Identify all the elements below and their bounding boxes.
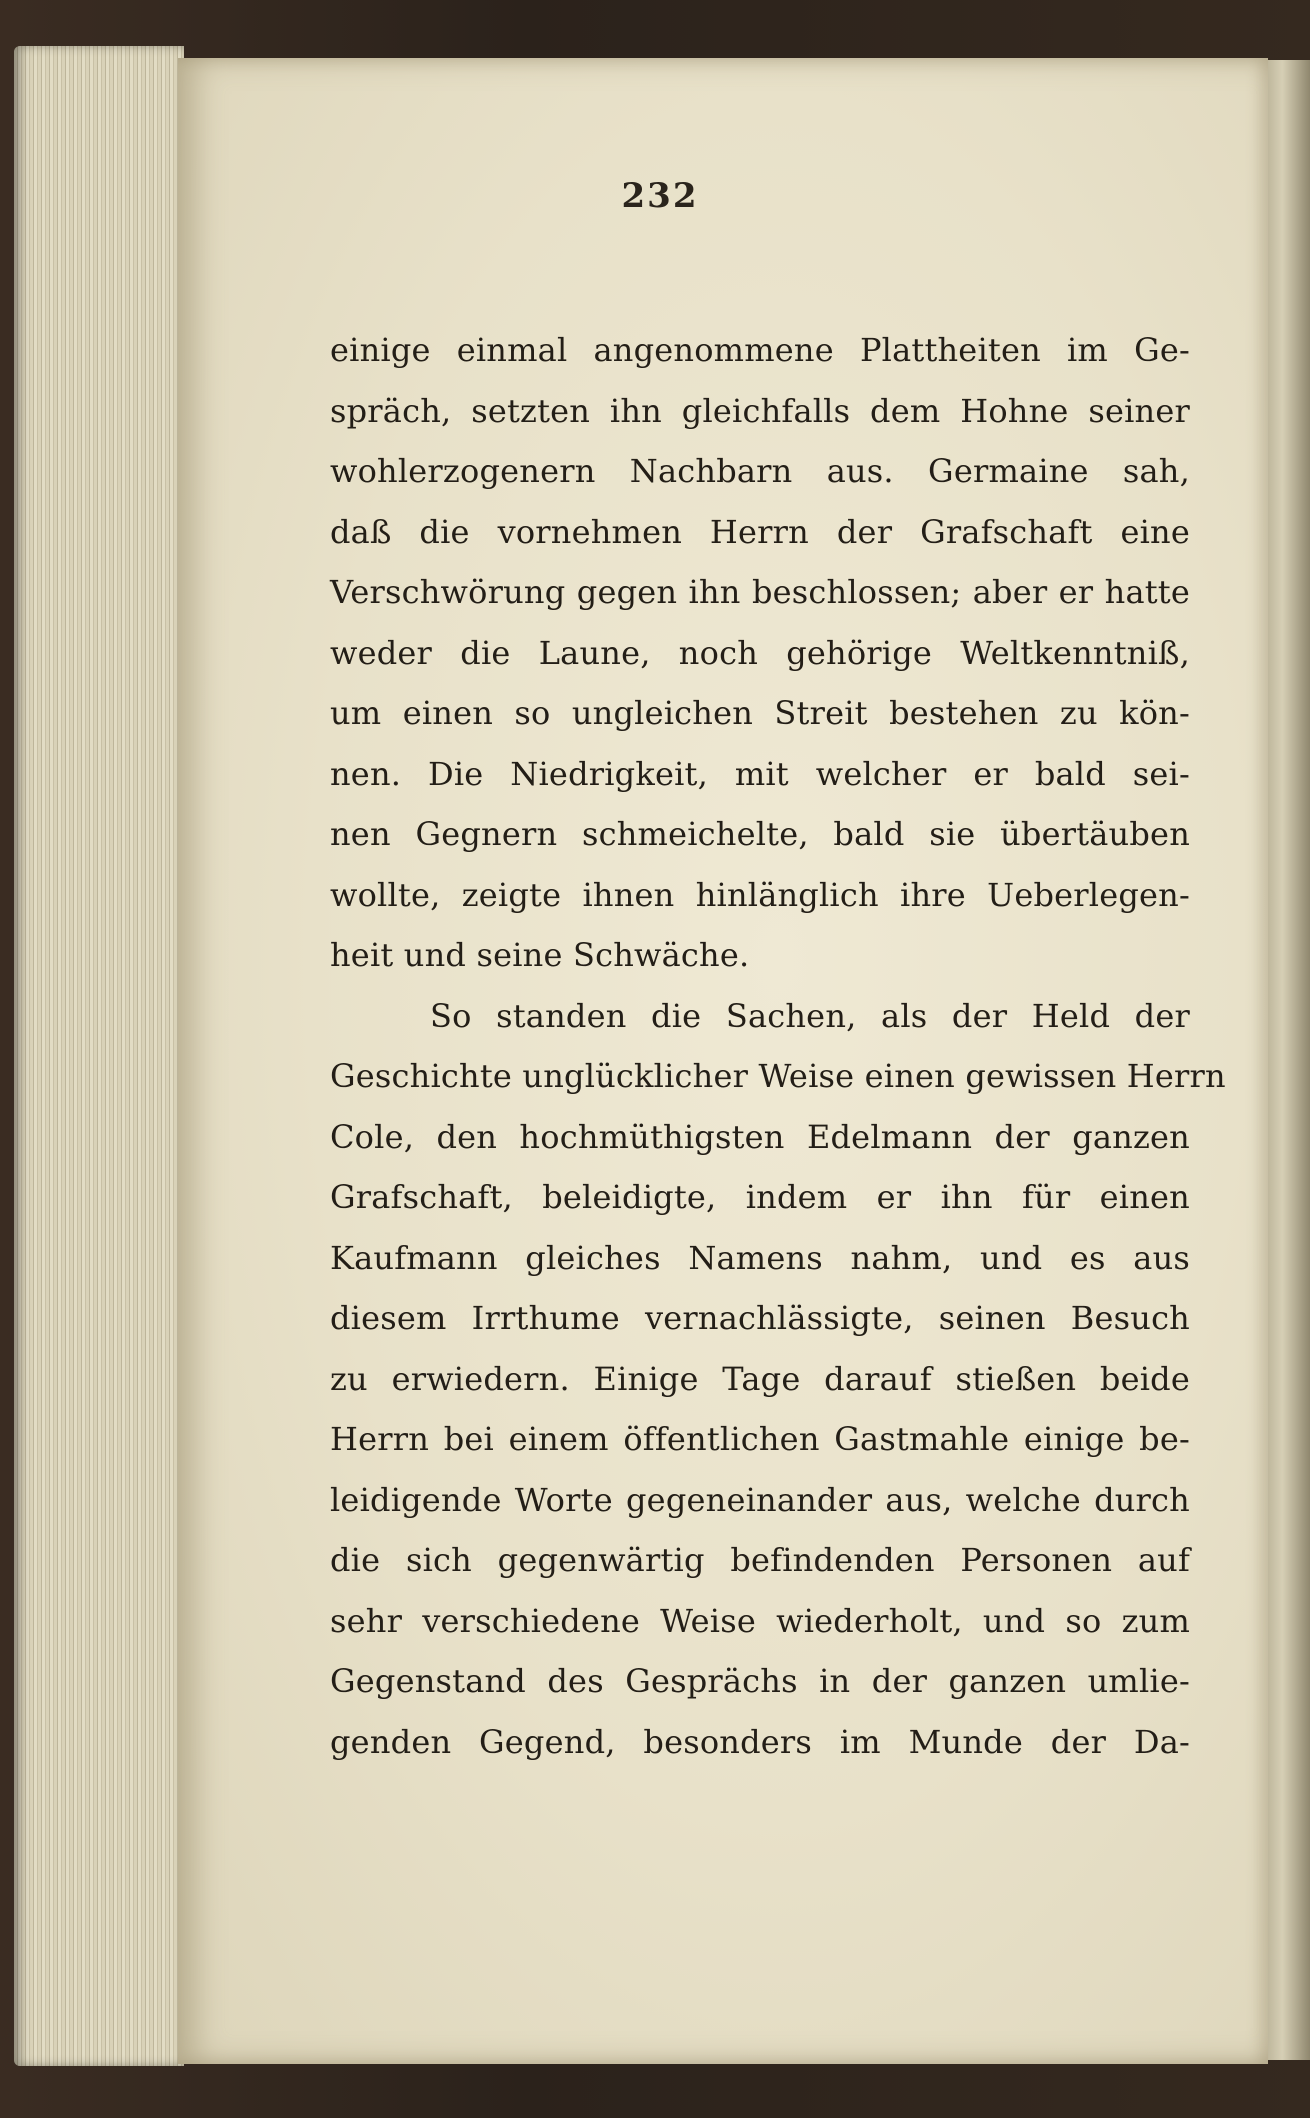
facing-page-edge — [1264, 60, 1310, 2060]
text-line: zu erwiedern. Einige Tage darauf stießen beide — [330, 1359, 1190, 1398]
text-line: Herrn bei einem öffentlichen Gastmahle einige be- — [330, 1420, 1190, 1458]
text-line: Kaufmann gleiches Namens nahm, und es aus — [330, 1238, 1190, 1277]
text-line: wollte, zeigte ihnen hinlänglich ihre Ueberlegen- — [330, 875, 1190, 914]
text-line: Geschichte unglücklicher Weise einen gewissen Herrn — [330, 1057, 1226, 1095]
text-line: nen. Die Niedrigkeit, mit welcher er bald sei- — [330, 754, 1190, 793]
text-line: die sich gegenwärtig befindenden Personen auf — [330, 1541, 1190, 1579]
text-line: spräch, setzten ihn gleichfalls dem Hohne seiner — [330, 391, 1190, 430]
text-line: daß die vornehmen Herrn der Grafschaft eine — [330, 512, 1190, 551]
text-line: heit und seine Schwäche. — [330, 936, 750, 974]
text-line: Grafschaft, beleidigte, indem er ihn für einen — [330, 1178, 1190, 1216]
text-line: weder die Laune, noch gehörige Weltkenntniß, — [330, 633, 1190, 672]
text-line: Gegenstand des Gesprächs in der ganzen umlie- — [330, 1662, 1190, 1700]
page-edges — [14, 46, 184, 2066]
text-line: genden Gegend, besonders im Munde der Da- — [330, 1722, 1190, 1761]
text-line: So standen die Sachen, als der Held der — [430, 996, 1190, 1035]
text-line: nen Gegnern schmeichelte, bald sie übertäuben — [330, 815, 1190, 853]
text-line: leidigende Worte gegeneinander aus, welche durch — [330, 1480, 1190, 1519]
text-line: wohlerzogenern Nachbarn aus. Germaine sah, — [330, 452, 1190, 490]
text-line: Verschwörung gegen ihn beschlossen; aber er hatte — [330, 573, 1190, 611]
text-line: diesem Irrthume vernachlässigte, seinen Besuch — [330, 1299, 1190, 1337]
text-line: um einen so ungleichen Streit bestehen zu kön- — [330, 694, 1190, 732]
page-number: 232 — [621, 176, 699, 216]
text-line: einige einmal angenommene Plattheiten im Ge- — [330, 331, 1190, 369]
text-line: Cole, den hochmüthigsten Edelmann der ganzen — [330, 1117, 1190, 1156]
text-line: sehr verschiedene Weise wiederholt, und so zum — [330, 1601, 1190, 1640]
page-text — [330, 320, 1226, 1772]
